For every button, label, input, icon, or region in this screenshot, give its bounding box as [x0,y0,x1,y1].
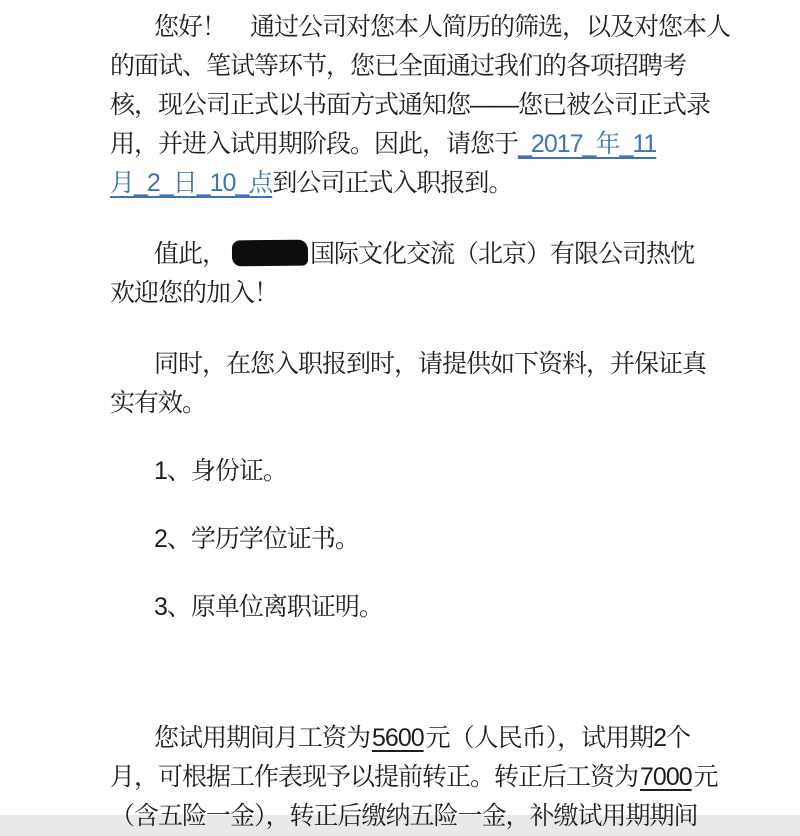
list-item-1 [110,452,704,491]
letter-line [110,164,704,203]
letter-line [110,345,707,384]
text-run: （含五险一金），转正后缴纳五险一金，补缴试用期期间 [110,802,698,830]
text-run: 同时，在您入职报到时，请提供如下资料，并保证真 [154,350,707,378]
letter-line [110,235,704,274]
letter-line [110,125,704,164]
list-item-2 [110,520,704,559]
letter-line [110,520,704,559]
underlined-salary-value: 5600 [372,724,424,752]
text-run: 2、学历学位证书。 [154,525,359,553]
para-greeting [110,8,731,203]
filled-blank-date-text: _2017_年_11 [518,130,657,158]
letter-line [110,384,704,423]
list-item-3 [110,588,704,627]
letter-line [110,47,704,86]
redacted-company-name [232,240,308,267]
text-run: 实有效。 [110,389,207,417]
text-run: 元（人民币），试用期2个 [425,724,691,752]
text-run: 到公司正式入职报到。 [272,169,513,197]
letter-line [110,86,711,125]
letter-line [110,8,731,47]
text-run: 欢迎您的加入！ [110,279,279,307]
para-salary [110,719,718,836]
text-run: 您试用期间月工资为 [154,724,371,752]
underlined-salary-value: 7000 [640,763,692,791]
text-run: 元 [693,763,718,791]
text-run: 值此， [154,240,227,268]
text-run: 核，现公司正式以书面方式通知您——您已被公司正式录 [110,91,711,119]
text-run: 您好！ 通过公司对您本人简历的筛选，以及对您本人 [154,13,731,41]
text-run: 国际文化交流（北京）有限公司热忱 [310,240,695,268]
letter-line [110,797,704,836]
text-run: 1、身份证。 [154,457,287,485]
text-run: 月，可根据工作表现予以提前转正。转正后工资为 [110,763,639,791]
text-run: 3、原单位离职证明。 [154,593,383,621]
letter-line [110,758,718,797]
filled-blank-date-text: 月_2_日_10_点 [110,169,273,197]
para-welcome [110,235,704,313]
letter-line [110,274,704,313]
letter-line [110,588,704,627]
text-run: 的面试、笔试等环节，您已全面通过我们的各项招聘考 [110,52,687,80]
letter-line [110,452,704,491]
text-run: 用，并进入试用期阶段。因此，请您于 [110,130,519,158]
letter-line [110,719,704,758]
para-materials [110,345,707,423]
